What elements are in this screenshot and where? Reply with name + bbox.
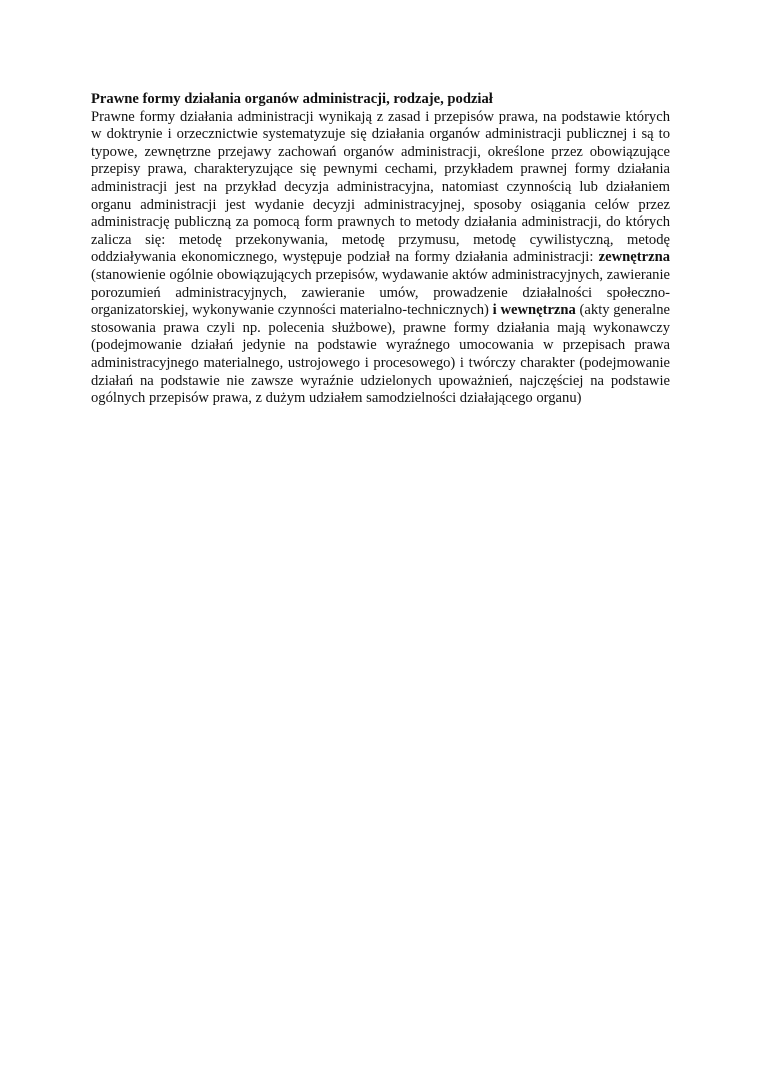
document-title: Prawne formy działania organów administracji, rodzaje, podział	[91, 91, 493, 107]
paragraph-text-1: Prawne formy działania administracji wynikają z zasad i przepisów prawa, na podstawie których w doktrynie i orzecznictwie systematyzuje się działania organów administracji publicznej i są to typowe, zewnętrzne przejawy zachowań organów administracji, określone przez obowiązujące przepisy prawa, charakteryzujące się pewnymi cechami, przykładem prawnej formy działania administracji jest na przykład decyzja administracyjna, natomiast czynnością lub działaniem organu administracji jest wydanie decyzji administracyjnej, sposoby osiągania celów przez administrację publiczną za pomocą form prawnych to metody działania administracji, do których zalicza się: metodę przekonywania, metodę przymusu, metodę cywilistyczną, metodę oddziaływania ekonomicznego, występuje podział na formy działania administracji:	[91, 108, 670, 266]
paragraph-text-2: (stanowienie ogólnie obowiązujących przepisów, wydawanie aktów administracyjnych, zawieranie porozumień administracyjnych, zawieranie umów, prowadzenie działalności społeczno-organizatorskiej, wykonywanie czynności materialno-technicznych)	[91, 266, 670, 319]
body-paragraph	[91, 109, 670, 408]
bold-term-external: zewnętrzna	[598, 249, 670, 266]
paragraph-text-3: (akty generalne stosowania prawa czyli np. polecenia służbowe), prawne formy działania mają wykonawczy (podejmowanie działań jedynie na podstawie wyraźnego umocowania w przepisach prawa administracyjnego materialnego, ustrojowego i procesowego) i twórczy charakter (podejmowanie działań na podstawie nie zawsze wyraźnie udzielonych upoważnień, najczęściej na podstawie ogólnych przepisów prawa, z dużym udziałem samodzielności działającego organu)	[91, 302, 670, 407]
document-content	[91, 91, 670, 408]
bold-term-internal: i wewnętrzna	[492, 302, 576, 319]
